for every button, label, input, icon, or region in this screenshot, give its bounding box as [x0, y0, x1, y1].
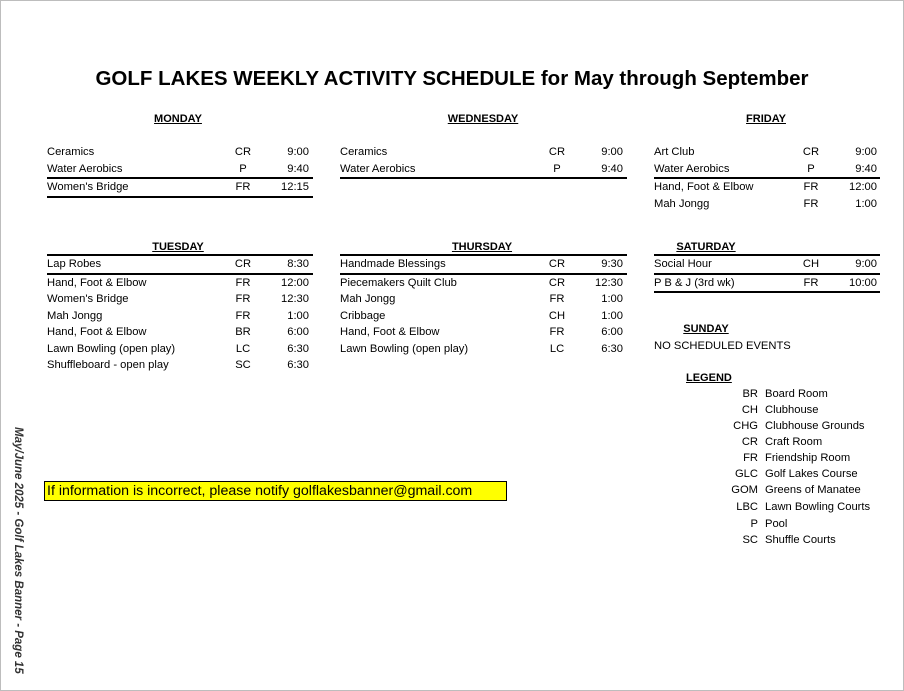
- schedule-row: [654, 144, 880, 161]
- page-title: GOLF LAKES WEEKLY ACTIVITY SCHEDULE for May through September: [95, 67, 809, 90]
- location-code: FR: [549, 326, 565, 338]
- location-code: FR: [803, 276, 819, 289]
- activity-time: 9:40: [287, 162, 309, 175]
- schedule-row: [654, 275, 880, 294]
- location-code: P: [553, 162, 561, 175]
- activity-name: Women's Bridge: [47, 181, 129, 193]
- activity-name: Mah Jongg: [47, 309, 103, 322]
- legend-item: [718, 482, 861, 499]
- schedule-row: [340, 144, 627, 161]
- activity-time: 12:00: [849, 181, 877, 193]
- legend-code: GLC: [734, 468, 758, 480]
- activity-name: Hand, Foot & Elbow: [654, 181, 754, 193]
- activity-name: Shuffleboard - open play: [47, 359, 169, 371]
- schedule-row: [340, 161, 627, 180]
- legend-desc: Craft Room: [765, 436, 823, 448]
- friday-schedule: [654, 144, 880, 212]
- legend-desc: Board Room: [765, 388, 828, 400]
- activity-name: Hand, Foot & Elbow: [47, 276, 147, 289]
- legend-item: [718, 386, 828, 402]
- location-code: CR: [548, 258, 566, 270]
- location-code: SC: [235, 359, 251, 371]
- location-code: FR: [549, 293, 565, 305]
- activity-time: 6:30: [287, 359, 309, 371]
- activity-name: Handmade Blessings: [340, 258, 446, 270]
- activity-time: 9:00: [855, 146, 877, 158]
- location-code: CR: [548, 146, 566, 158]
- activity-time: 12:30: [281, 293, 309, 305]
- tuesday-heading: TUESDAY: [152, 241, 204, 253]
- legend-item: [718, 516, 788, 532]
- activity-time: 9:00: [601, 146, 623, 158]
- legend-code: CHG: [733, 420, 758, 432]
- thursday-schedule: [340, 256, 627, 357]
- activity-time: 9:00: [287, 146, 309, 158]
- wednesday-heading: WEDNESDAY: [447, 113, 519, 125]
- activity-time: 8:30: [287, 258, 309, 270]
- location-code: P: [807, 162, 815, 175]
- location-code: CR: [234, 146, 252, 158]
- activity-time: 1:00: [601, 309, 623, 322]
- location-code: FR: [235, 309, 251, 322]
- activity-name: Lawn Bowling (open play): [47, 342, 176, 355]
- legend-list: [718, 386, 898, 548]
- legend-code: CH: [741, 404, 758, 416]
- location-code: LC: [235, 342, 251, 355]
- schedule-row: [340, 324, 627, 341]
- location-code: P: [239, 162, 247, 175]
- schedule-row: [654, 254, 880, 275]
- legend-code: P: [750, 518, 758, 530]
- legend-item: [718, 402, 819, 418]
- saturday-heading: SATURDAY: [676, 241, 736, 253]
- activity-time: 9:30: [601, 258, 623, 270]
- schedule-row: [654, 179, 880, 196]
- legend-code: SC: [742, 534, 758, 546]
- legend-desc: Golf Lakes Course: [765, 468, 858, 480]
- schedule-row: [47, 324, 313, 341]
- schedule-row: [47, 275, 313, 292]
- activity-time: 1:00: [601, 293, 623, 305]
- schedule-row: [654, 196, 880, 213]
- location-code: FR: [235, 181, 251, 193]
- legend-item: [718, 418, 865, 434]
- schedule-row: [47, 291, 313, 308]
- activity-time: 6:30: [287, 342, 309, 355]
- activity-name: Mah Jongg: [340, 293, 396, 305]
- legend-item: [718, 532, 836, 548]
- legend-item: [718, 466, 858, 482]
- activity-name: Ceramics: [47, 146, 95, 158]
- activity-time: 9:40: [855, 162, 877, 175]
- legend-code: LBC: [736, 501, 758, 513]
- activity-name: P B & J (3rd wk): [654, 276, 735, 289]
- legend-item: [718, 434, 823, 450]
- legend-desc: Pool: [765, 518, 788, 530]
- schedule-row: [340, 275, 627, 292]
- legend-desc: Clubhouse: [765, 404, 819, 416]
- legend-code: FR: [743, 452, 758, 464]
- activity-name: Women's Bridge: [47, 293, 129, 305]
- activity-name: Art Club: [654, 146, 695, 158]
- activity-name: Ceramics: [340, 146, 388, 158]
- activity-name: Lap Robes: [47, 258, 102, 270]
- schedule-row: [47, 254, 313, 275]
- legend-desc: Clubhouse Grounds: [765, 420, 865, 432]
- legend-desc: Lawn Bowling Courts: [765, 501, 871, 513]
- location-code: CR: [234, 258, 252, 270]
- monday-schedule: [47, 144, 313, 198]
- legend-desc: Shuffle Courts: [765, 534, 836, 546]
- legend-item: [718, 450, 851, 466]
- schedule-row: [47, 144, 313, 161]
- location-code: LC: [549, 342, 565, 355]
- schedule-row: [340, 254, 627, 275]
- wednesday-schedule: [340, 144, 627, 179]
- schedule-row: [47, 308, 313, 325]
- schedule-row: [340, 291, 627, 308]
- activity-time: 1:00: [287, 309, 309, 322]
- legend-desc: Friendship Room: [765, 452, 851, 464]
- activity-time: 10:00: [849, 276, 877, 289]
- location-code: CH: [548, 309, 566, 322]
- legend-code: BR: [742, 388, 758, 400]
- legend-item: [718, 499, 871, 516]
- activity-time: 6:00: [601, 326, 623, 338]
- saturday-schedule: [654, 256, 880, 293]
- activity-time: 6:30: [601, 342, 623, 355]
- activity-name: Piecemakers Quilt Club: [340, 276, 457, 289]
- activity-name: Social Hour: [654, 258, 712, 270]
- activity-name: Water Aerobics: [654, 162, 730, 175]
- legend-code: CR: [741, 436, 758, 448]
- sunday-heading: SUNDAY: [683, 323, 729, 335]
- location-code: CR: [548, 276, 566, 289]
- schedule-row: [47, 179, 313, 198]
- location-code: FR: [803, 197, 819, 210]
- location-code: BR: [235, 326, 251, 338]
- tuesday-schedule: [47, 256, 313, 374]
- activity-time: 12:15: [281, 181, 309, 193]
- location-code: FR: [235, 276, 251, 289]
- activity-name: Hand, Foot & Elbow: [340, 326, 440, 338]
- activity-time: 9:00: [855, 258, 877, 270]
- location-code: FR: [235, 293, 251, 305]
- schedule-row: [47, 357, 313, 374]
- schedule-row: [340, 308, 627, 325]
- activity-time: 12:00: [281, 276, 309, 289]
- schedule-row: [47, 341, 313, 358]
- legend-code: GOM: [731, 484, 758, 496]
- activity-time: 9:40: [601, 162, 623, 175]
- friday-heading: FRIDAY: [746, 113, 786, 125]
- activity-name: Water Aerobics: [47, 162, 123, 175]
- activity-time: 1:00: [855, 197, 877, 210]
- sunday-note: NO SCHEDULED EVENTS: [654, 340, 791, 352]
- schedule-row: [47, 161, 313, 180]
- schedule-row: [340, 341, 627, 358]
- thursday-heading: THURSDAY: [451, 241, 513, 253]
- activity-time: 12:30: [595, 276, 623, 289]
- activity-name: Mah Jongg: [654, 197, 710, 210]
- schedule-row: [654, 161, 880, 180]
- legend-desc: Greens of Manatee: [765, 484, 861, 496]
- legend-heading: LEGEND: [686, 372, 732, 384]
- location-code: FR: [803, 181, 819, 193]
- activity-name: Hand, Foot & Elbow: [47, 326, 147, 338]
- activity-time: 6:00: [287, 326, 309, 338]
- monday-heading: MONDAY: [154, 113, 202, 125]
- activity-name: Cribbage: [340, 309, 386, 322]
- activity-name: Water Aerobics: [340, 162, 416, 175]
- page-footer: May/June 2025 - Golf Lakes Banner - Page 15: [12, 427, 24, 674]
- contact-notice: If information is incorrect, please notify golflakesbanner@gmail.com: [44, 481, 507, 501]
- activity-name: Lawn Bowling (open play): [340, 342, 469, 355]
- location-code: CR: [802, 146, 820, 158]
- location-code: CH: [802, 258, 820, 270]
